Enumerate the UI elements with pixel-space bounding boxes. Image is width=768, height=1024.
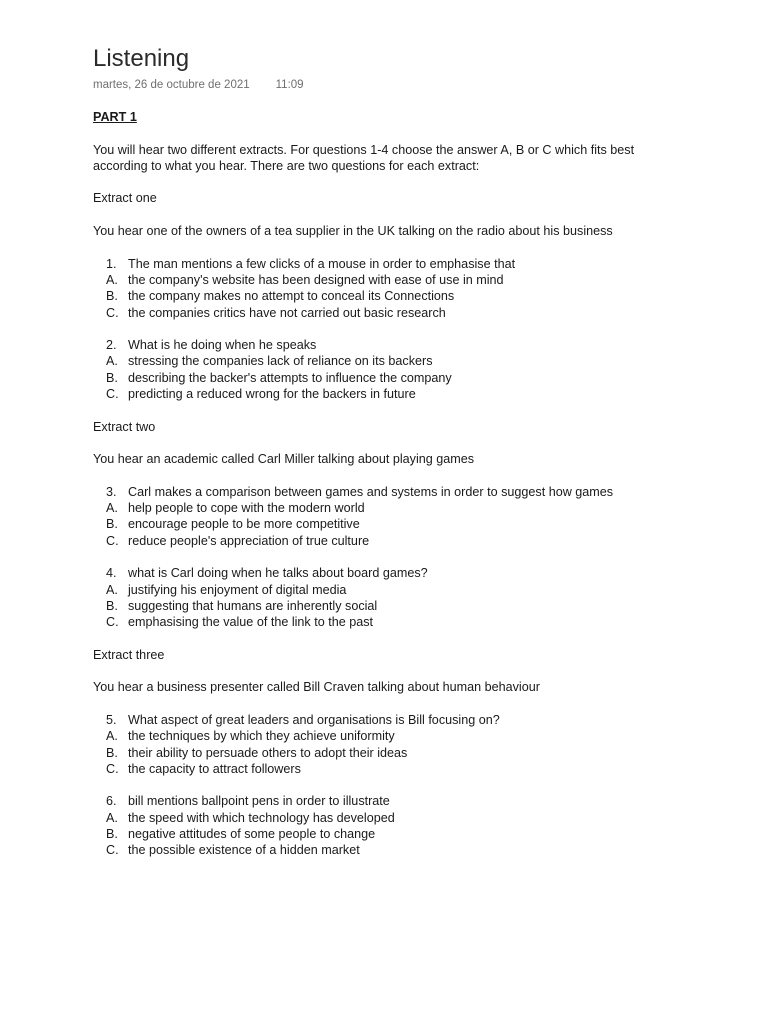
option-item — [93, 842, 693, 858]
option-item — [93, 386, 693, 402]
intro-line-2: according to what you hear. There are two questions for each extract: — [93, 158, 480, 173]
option-letter: A. — [106, 729, 118, 744]
option-item — [93, 272, 693, 288]
extract-context: You hear an academic called Carl Miller talking about playing games — [93, 452, 475, 467]
option-item — [93, 582, 693, 598]
question-number: 2. — [106, 338, 117, 353]
question-item — [93, 484, 693, 500]
option-item — [93, 500, 693, 516]
part-heading: PART 1 — [93, 110, 137, 124]
intro-line-1: You will hear two different extracts. For questions 1-4 choose the answer A, B or C which fits best — [93, 142, 635, 157]
question-text: bill mentions ballpoint pens in order to illustrate — [128, 794, 390, 809]
option-letter: A. — [106, 354, 118, 369]
option-letter: B. — [106, 745, 118, 760]
option-text: encourage people to be more competitive — [128, 517, 360, 532]
page-title[interactable]: Listening — [93, 45, 190, 72]
question-text: Carl makes a comparison between games and systems in order to suggest how games — [128, 484, 614, 499]
extract-context: You hear one of the owners of a tea supplier in the UK talking on the radio about his business — [93, 224, 613, 239]
option-item — [93, 516, 693, 532]
option-letter: C. — [106, 761, 119, 776]
option-item — [93, 614, 693, 630]
option-letter: B. — [106, 598, 118, 613]
option-text: the company's website has been designed with ease of use in mind — [128, 272, 504, 287]
option-letter: C. — [106, 843, 119, 858]
question-number: 1. — [106, 256, 117, 271]
page-date: martes, 26 de octubre de 2021 — [93, 79, 250, 91]
option-text: reduce people's appreciation of true culture — [128, 533, 370, 548]
extract-heading: Extract one — [93, 191, 157, 206]
option-letter: C. — [106, 615, 119, 630]
question-text: What is he doing when he speaks — [128, 338, 317, 353]
question-text: The man mentions a few clicks of a mouse in order to emphasise that — [128, 256, 516, 271]
option-text: the techniques by which they achieve uniformity — [128, 729, 395, 744]
question-text: what is Carl doing when he talks about board games? — [128, 566, 428, 581]
option-text: predicting a reduced wrong for the backers in future — [128, 387, 416, 402]
option-item — [93, 353, 693, 369]
option-item — [93, 728, 693, 744]
question-number: 3. — [106, 484, 117, 499]
question-item — [93, 565, 693, 581]
option-letter: A. — [106, 501, 118, 516]
option-text: negative attitudes of some people to change — [128, 827, 376, 842]
option-item — [93, 761, 693, 777]
option-text: the company makes no attempt to conceal its Connections — [128, 289, 455, 304]
page-meta — [93, 77, 304, 93]
option-item — [93, 598, 693, 614]
question-text: What aspect of great leaders and organisations is Bill focusing on? — [128, 712, 500, 727]
option-letter: A. — [106, 272, 118, 287]
option-item — [93, 826, 693, 842]
note-content[interactable] — [93, 109, 693, 859]
extract-context: You hear a business presenter called Bill Craven talking about human behaviour — [93, 680, 540, 695]
option-item — [93, 745, 693, 761]
option-letter: C. — [106, 387, 119, 402]
option-text: the capacity to attract followers — [128, 761, 301, 776]
option-letter: A. — [106, 582, 118, 597]
option-text: stressing the companies lack of reliance on its backers — [128, 354, 433, 369]
option-text: the companies critics have not carried out basic research — [128, 305, 446, 320]
option-letter: B. — [106, 517, 118, 532]
option-letter: B. — [106, 827, 118, 842]
option-text: the possible existence of a hidden market — [128, 843, 360, 858]
extract-heading: Extract three — [93, 647, 165, 662]
option-letter: C. — [106, 533, 119, 548]
option-text: suggesting that humans are inherently social — [128, 598, 378, 613]
option-text: describing the backer's attempts to influence the company — [128, 370, 452, 385]
option-text: their ability to persuade others to adopt their ideas — [128, 745, 408, 760]
option-letter: C. — [106, 305, 119, 320]
option-item — [93, 288, 693, 304]
option-item — [93, 810, 693, 826]
option-text: justifying his enjoyment of digital media — [128, 582, 347, 597]
question-number: 5. — [106, 712, 117, 727]
option-letter: B. — [106, 289, 118, 304]
extract-heading: Extract two — [93, 419, 156, 434]
option-text: the speed with which technology has developed — [128, 810, 395, 825]
question-number: 6. — [106, 794, 117, 809]
question-item — [93, 256, 693, 272]
page-time: 11:09 — [275, 79, 304, 91]
option-letter: A. — [106, 810, 118, 825]
option-item — [93, 305, 693, 321]
option-item — [93, 370, 693, 386]
question-item — [93, 712, 693, 728]
option-letter: B. — [106, 370, 118, 385]
question-number: 4. — [106, 566, 117, 581]
question-item — [93, 793, 693, 809]
option-text: emphasising the value of the link to the past — [128, 615, 374, 630]
option-text: help people to cope with the modern world — [128, 501, 365, 516]
question-item — [93, 337, 693, 353]
option-item — [93, 533, 693, 549]
